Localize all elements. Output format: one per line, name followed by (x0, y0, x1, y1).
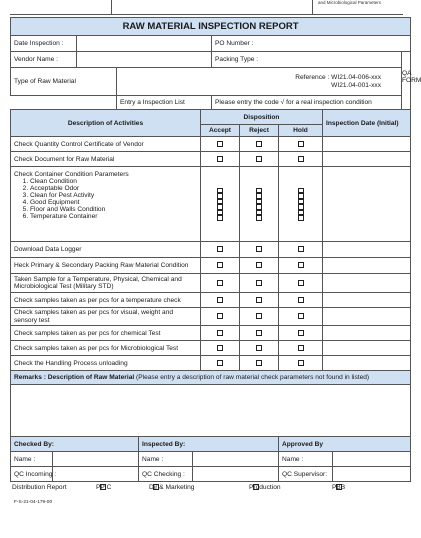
table-row (11, 326, 411, 341)
reject-checkbox[interactable] (256, 297, 262, 303)
accept-checkbox[interactable] (217, 262, 223, 268)
inspection-date-cell[interactable] (323, 293, 411, 308)
table-row (11, 242, 411, 258)
activity-label: Taken Sample for a Temperature, Physical, Chemical and Microbiological Test (Military STD) (11, 274, 201, 293)
reject-checkbox[interactable] (256, 360, 262, 366)
reject-checkbox[interactable] (256, 280, 262, 286)
accept-checkbox[interactable] (217, 280, 223, 286)
accept-checkbox[interactable] (217, 297, 223, 303)
vendor-name-field[interactable] (77, 52, 212, 68)
list-item: 5. Floor and Walls Condition (30, 206, 197, 213)
hold-checkbox[interactable] (298, 345, 304, 351)
ppic-checkbox[interactable] (100, 484, 106, 490)
distribution-item-dir-marketing (149, 484, 195, 491)
date-inspection-field[interactable] (77, 36, 212, 52)
table-row (11, 137, 411, 152)
reject-checkbox[interactable] (256, 215, 262, 221)
inspection-date-cell[interactable] (323, 326, 411, 341)
checked-by-name-field[interactable] (53, 452, 139, 467)
hold-checkbox[interactable] (298, 313, 304, 319)
inspection-date-cell[interactable] (323, 274, 411, 293)
header-table (10, 17, 421, 110)
header-strip (10, 0, 403, 15)
table-row (11, 341, 411, 356)
table-row (11, 274, 411, 293)
list-item: 3. Clean for Pest Activity (30, 192, 197, 199)
inspection-date-header: Inspection Date (Initial) (323, 110, 411, 137)
hold-checkbox[interactable] (298, 262, 304, 268)
list-item: 4. Good Equipment (30, 199, 197, 206)
hold-checkbox[interactable] (298, 246, 304, 252)
date-inspection-label: Date Inspection : (11, 36, 77, 52)
accept-checkbox[interactable] (217, 156, 223, 162)
approved-by-header: Approved By (279, 437, 411, 452)
distribution-item-label: PBB (332, 484, 346, 491)
reject-checkbox[interactable] (256, 330, 262, 336)
reject-checkbox[interactable] (256, 262, 262, 268)
name-label: Name : (139, 452, 193, 467)
distribution-item-pbb (332, 484, 346, 491)
checked-by-header: Checked By: (11, 437, 139, 452)
qc-supervisor-label: QC Supervisor: (279, 467, 333, 482)
remarks-field[interactable] (11, 385, 411, 439)
inspected-by-header: Inspected By: (139, 437, 279, 452)
activity-label: Check samples taken as per pcs for a temperature check (11, 293, 201, 308)
activity-label: Heck Primary & Secondary Packing Raw Material Condition (11, 258, 201, 274)
container-items-list (14, 178, 197, 220)
qc-checking-label: QC Checking : (139, 467, 193, 482)
vendor-name-label: Vendor Name : (11, 52, 77, 68)
reference-line-1: Reference : WI21.04-006-xxx (295, 73, 381, 81)
accept-checkbox[interactable] (217, 246, 223, 252)
reject-checkbox[interactable] (256, 313, 262, 319)
inspection-date-cell[interactable] (323, 167, 411, 242)
divider (312, 0, 313, 14)
accept-checkbox[interactable] (217, 313, 223, 319)
remarks-label: Remarks : Description of Raw Material (14, 374, 135, 381)
reference-cell (117, 68, 402, 96)
reference-line-2: WI21.04-001-xxx (331, 81, 381, 89)
page-title: RAW MATERIAL INSPECTION REPORT (11, 18, 411, 36)
inspection-date-cell[interactable] (323, 137, 411, 152)
packing-type-field[interactable]: Packing Type : (212, 52, 402, 68)
activity-label: Check the Handling Process unloading (11, 356, 201, 371)
qc-incoming-label: QC Incoming : (11, 467, 53, 482)
qa-form-cell (402, 52, 421, 110)
entry-note: Please entry the code √ for a real inspection condition (212, 96, 402, 110)
list-item: 6. Temperature Container (30, 213, 197, 220)
activity-label: Check Container Condition Parameters (14, 171, 129, 178)
inspection-date-cell[interactable] (323, 258, 411, 274)
activity-label: Check samples taken as per pcs for chemical Test (11, 326, 201, 341)
qc-checking-field[interactable] (193, 467, 279, 482)
hold-checkbox[interactable] (298, 360, 304, 366)
remarks-note: (Please entry a description of raw material check parameters not found in listed) (134, 374, 370, 381)
hold-checkbox[interactable] (298, 215, 304, 221)
name-label: Name : (279, 452, 333, 467)
accept-checkbox[interactable] (217, 141, 223, 147)
list-item: 1. Clean Condition (30, 178, 197, 185)
table-row (11, 308, 411, 326)
reject-checkbox[interactable] (256, 246, 262, 252)
table-row (11, 167, 411, 242)
form-number: F-S-21-04-179-00 (14, 500, 53, 505)
reject-checkbox[interactable] (256, 345, 262, 351)
remarks-header (11, 371, 411, 385)
activities-table (10, 109, 411, 439)
hold-checkbox[interactable] (298, 330, 304, 336)
inspection-date-cell[interactable] (323, 242, 411, 258)
distribution-item-label: Production (249, 484, 281, 491)
production-checkbox[interactable] (253, 484, 259, 490)
entry-list-label: Entry a Inspection List (117, 96, 212, 110)
hold-header: Hold (279, 125, 323, 137)
reject-checkbox[interactable] (256, 141, 262, 147)
dir-marketing-checkbox[interactable] (153, 484, 159, 490)
distribution-item-label: Dir & Marketing (149, 484, 195, 491)
accept-checkbox[interactable] (217, 215, 223, 221)
activity-label: Check Document for Raw Material (11, 152, 201, 167)
approved-by-name-field[interactable] (333, 452, 411, 467)
activity-label: Check Quantity Control Certificate of Vendor (11, 137, 201, 152)
table-row (11, 356, 411, 371)
accept-header: Accept (201, 125, 240, 137)
activity-label: Check samples taken as per pcs for Microbiological Test (11, 341, 201, 356)
list-item: 2. Acceptable Odor (30, 185, 197, 192)
inspection-date-cell[interactable] (323, 356, 411, 371)
hold-checkbox[interactable] (298, 280, 304, 286)
description-header: Description of Activities (11, 110, 201, 137)
distribution-item-label: PPIC (96, 484, 112, 491)
header-note: and Microbiological Parameters (318, 0, 382, 5)
distribution-label: Distribution Report (12, 484, 67, 491)
inspection-date-cell[interactable] (323, 152, 411, 167)
accept-checkbox[interactable] (217, 330, 223, 336)
reject-header: Reject (240, 125, 279, 137)
distribution-item-production (249, 484, 281, 491)
hold-checkbox[interactable] (298, 297, 304, 303)
inspection-date-cell[interactable] (323, 308, 411, 326)
name-label: Name : (11, 452, 53, 467)
inspection-date-cell[interactable] (323, 341, 411, 356)
reject-checkbox[interactable] (256, 156, 262, 162)
blank-cell (11, 96, 117, 110)
distribution-item-ppic (96, 484, 112, 491)
po-number-field[interactable]: PO Number : (212, 36, 411, 52)
hold-checkbox[interactable] (298, 156, 304, 162)
signoff-table (10, 436, 411, 482)
qc-incoming-field[interactable] (53, 467, 139, 482)
inspected-by-name-field[interactable] (193, 452, 279, 467)
type-of-raw-material-label: Type of Raw Material (11, 68, 117, 96)
qa-label: QA (402, 70, 412, 77)
table-row (11, 293, 411, 308)
accept-checkbox[interactable] (217, 345, 223, 351)
accept-checkbox[interactable] (217, 360, 223, 366)
table-row (11, 152, 411, 167)
hold-checkbox[interactable] (298, 141, 304, 147)
activity-label: Check samples taken as per pcs for visual, weight and sensory test (11, 308, 201, 326)
table-row (11, 258, 411, 274)
pbb-checkbox[interactable] (336, 484, 342, 490)
disposition-header: Disposition (201, 110, 323, 125)
form-label: FORM (402, 77, 421, 84)
qc-supervisor-field[interactable] (333, 467, 411, 482)
divider (111, 0, 112, 14)
activity-label: Download Data Logger (11, 242, 201, 258)
